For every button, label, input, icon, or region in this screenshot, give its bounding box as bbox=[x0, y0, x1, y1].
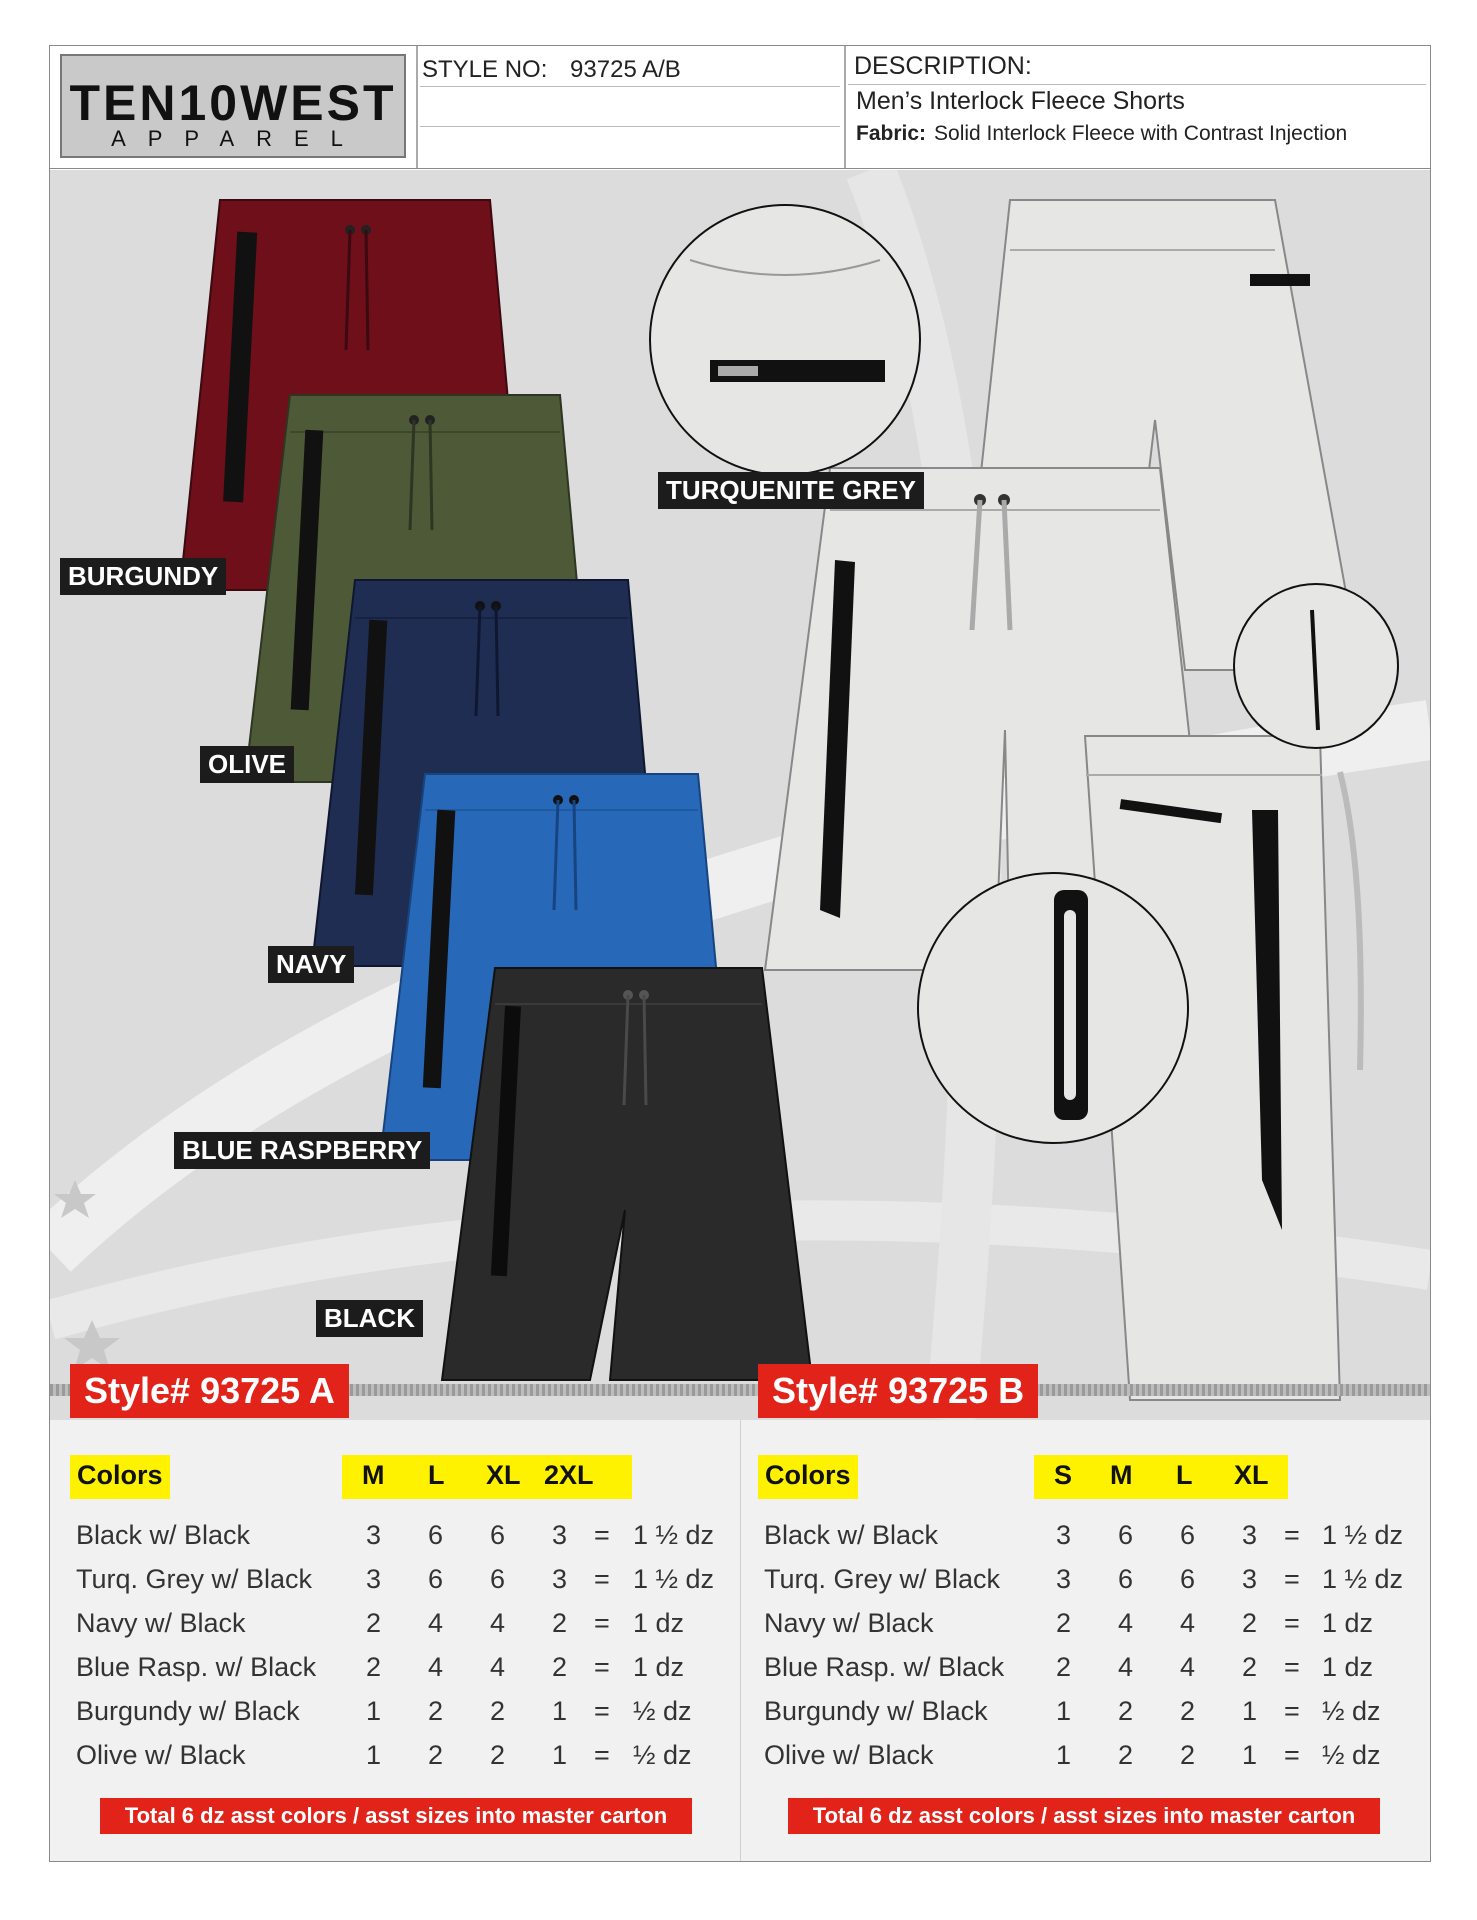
row-qty: 2 bbox=[1242, 1608, 1258, 1638]
row-qty: 3 bbox=[366, 1564, 382, 1594]
row-qty: 3 bbox=[552, 1564, 568, 1594]
header bbox=[50, 46, 1430, 169]
description-label: DESCRIPTION: bbox=[854, 52, 1032, 80]
logo-subtitle: APPAREL bbox=[111, 126, 365, 151]
row-qty: 6 bbox=[428, 1564, 444, 1594]
swatch-label-burgundy: BURGUNDY bbox=[60, 558, 226, 595]
row-qty: 2 bbox=[552, 1608, 568, 1638]
tech-sheet bbox=[49, 45, 1431, 1862]
row-qty: 3 bbox=[1242, 1520, 1258, 1550]
row-color: Black w/ Black bbox=[76, 1520, 251, 1550]
row-total: 1 dz bbox=[1322, 1608, 1374, 1638]
row-total: ½ dz bbox=[1322, 1740, 1381, 1770]
row-qty: 2 bbox=[1118, 1740, 1134, 1770]
row-equals: = bbox=[1284, 1740, 1300, 1770]
row-qty: 4 bbox=[428, 1608, 444, 1638]
row-qty: 2 bbox=[552, 1652, 568, 1682]
row-qty: 6 bbox=[1180, 1520, 1196, 1550]
style-a-total: Total 6 dz asst colors / asst sizes into master carton bbox=[100, 1798, 692, 1834]
row-color: Burgundy w/ Black bbox=[76, 1696, 300, 1726]
row-qty: 1 bbox=[552, 1696, 568, 1726]
detail-zipper bbox=[918, 873, 1188, 1143]
detail-side-pocket bbox=[1234, 584, 1398, 748]
size-header: L bbox=[428, 1460, 445, 1490]
style-a-title: Style# 93725 A bbox=[70, 1364, 349, 1418]
rule-line bbox=[848, 84, 1426, 85]
row-total: 1 ½ dz bbox=[633, 1520, 715, 1550]
row-qty: 4 bbox=[1118, 1608, 1134, 1638]
style-number-value: 93725 A/B bbox=[570, 56, 681, 83]
row-color: Blue Rasp. w/ Black bbox=[764, 1652, 1005, 1682]
row-total: ½ dz bbox=[633, 1740, 692, 1770]
brand-logo bbox=[60, 54, 406, 158]
rule-line bbox=[420, 126, 840, 127]
row-qty: 3 bbox=[1056, 1564, 1072, 1594]
row-total: 1 ½ dz bbox=[1322, 1564, 1404, 1594]
row-qty: 3 bbox=[1242, 1564, 1258, 1594]
section-divider bbox=[740, 1420, 741, 1861]
swatch-label-navy: NAVY bbox=[268, 946, 354, 983]
swatch-label-olive: OLIVE bbox=[200, 746, 294, 783]
row-qty: 2 bbox=[428, 1696, 444, 1726]
row-qty: 4 bbox=[1180, 1652, 1196, 1682]
row-qty: 2 bbox=[366, 1652, 382, 1682]
colors-header: Colors bbox=[765, 1460, 851, 1490]
row-color: Burgundy w/ Black bbox=[764, 1696, 988, 1726]
row-qty: 2 bbox=[1056, 1652, 1072, 1682]
row-total: 1 ½ dz bbox=[1322, 1520, 1404, 1550]
row-qty: 6 bbox=[1118, 1564, 1134, 1594]
row-equals: = bbox=[1284, 1652, 1300, 1682]
row-color: Turq. Grey w/ Black bbox=[764, 1564, 1001, 1594]
row-qty: 1 bbox=[1056, 1740, 1072, 1770]
swatch-label-turquenite-grey: TURQUENITE GREY bbox=[658, 472, 924, 509]
row-qty: 2 bbox=[1180, 1740, 1196, 1770]
description-text: Men’s Interlock Fleece Shorts bbox=[856, 87, 1185, 115]
row-qty: 1 bbox=[552, 1740, 568, 1770]
row-qty: 4 bbox=[428, 1652, 444, 1682]
row-equals: = bbox=[594, 1608, 610, 1638]
row-qty: 1 bbox=[1242, 1740, 1258, 1770]
row-qty: 6 bbox=[490, 1564, 506, 1594]
header-divider bbox=[844, 46, 846, 168]
row-qty: 4 bbox=[490, 1652, 506, 1682]
row-qty: 1 bbox=[366, 1740, 382, 1770]
fabric-label: Fabric: bbox=[856, 122, 927, 145]
row-equals: = bbox=[1284, 1564, 1300, 1594]
row-qty: 6 bbox=[1180, 1564, 1196, 1594]
row-qty: 6 bbox=[428, 1520, 444, 1550]
row-qty: 4 bbox=[1118, 1652, 1134, 1682]
size-header: S bbox=[1054, 1460, 1073, 1490]
row-qty: 2 bbox=[366, 1608, 382, 1638]
swatch-label-blue-raspberry: BLUE RASPBERRY bbox=[174, 1132, 430, 1169]
row-color: Turq. Grey w/ Black bbox=[76, 1564, 313, 1594]
row-color: Olive w/ Black bbox=[76, 1740, 246, 1770]
row-equals: = bbox=[1284, 1696, 1300, 1726]
size-header: M bbox=[362, 1460, 385, 1490]
row-total: 1 dz bbox=[1322, 1652, 1374, 1682]
row-qty: 2 bbox=[490, 1740, 506, 1770]
row-equals: = bbox=[594, 1564, 610, 1594]
header-divider bbox=[416, 46, 418, 168]
row-equals: = bbox=[594, 1696, 610, 1726]
row-qty: 4 bbox=[490, 1608, 506, 1638]
size-header: XL bbox=[486, 1460, 521, 1490]
row-equals: = bbox=[1284, 1520, 1300, 1550]
row-qty: 2 bbox=[1118, 1696, 1134, 1726]
row-total: 1 dz bbox=[633, 1652, 685, 1682]
size-header: XL bbox=[1234, 1460, 1269, 1490]
row-total: ½ dz bbox=[1322, 1696, 1381, 1726]
row-qty: 6 bbox=[490, 1520, 506, 1550]
row-qty: 1 bbox=[366, 1696, 382, 1726]
row-total: ½ dz bbox=[633, 1696, 692, 1726]
style-b-total: Total 6 dz asst colors / asst sizes into master carton bbox=[788, 1798, 1380, 1834]
row-qty: 3 bbox=[366, 1520, 382, 1550]
row-equals: = bbox=[594, 1520, 610, 1550]
style-number-label: STYLE NO: bbox=[422, 56, 548, 83]
row-qty: 1 bbox=[1242, 1696, 1258, 1726]
size-header: M bbox=[1110, 1460, 1133, 1490]
style-b-title: Style# 93725 B bbox=[758, 1364, 1038, 1418]
row-qty: 2 bbox=[1056, 1608, 1072, 1638]
row-qty: 1 bbox=[1056, 1696, 1072, 1726]
row-qty: 4 bbox=[1180, 1608, 1196, 1638]
fabric-value: Solid Interlock Fleece with Contrast Injection bbox=[934, 122, 1348, 145]
row-qty: 6 bbox=[1118, 1520, 1134, 1550]
row-qty: 2 bbox=[490, 1696, 506, 1726]
row-equals: = bbox=[1284, 1608, 1300, 1638]
row-color: Olive w/ Black bbox=[764, 1740, 934, 1770]
row-color: Navy w/ Black bbox=[764, 1608, 934, 1638]
fabric-line bbox=[856, 122, 1347, 146]
row-color: Black w/ Black bbox=[764, 1520, 939, 1550]
row-color: Navy w/ Black bbox=[76, 1608, 246, 1638]
detail-back-pocket bbox=[650, 205, 920, 475]
size-header: L bbox=[1176, 1460, 1193, 1490]
row-total: 1 ½ dz bbox=[633, 1564, 715, 1594]
garment-artwork bbox=[50, 170, 1430, 1420]
size-header: 2XL bbox=[544, 1460, 594, 1490]
shorts-illustrations bbox=[50, 170, 1430, 1420]
logo-wordmark: TEN10WEST bbox=[69, 75, 397, 131]
row-qty: 3 bbox=[552, 1520, 568, 1550]
row-total: 1 dz bbox=[633, 1608, 685, 1638]
row-qty: 3 bbox=[1056, 1520, 1072, 1550]
row-qty: 2 bbox=[428, 1740, 444, 1770]
row-equals: = bbox=[594, 1652, 610, 1682]
style-number bbox=[422, 56, 681, 84]
shorts-black bbox=[442, 968, 812, 1380]
row-equals: = bbox=[594, 1740, 610, 1770]
rule-line bbox=[420, 86, 840, 87]
swatch-label-black: BLACK bbox=[316, 1300, 423, 1337]
colors-header: Colors bbox=[77, 1460, 163, 1490]
row-color: Blue Rasp. w/ Black bbox=[76, 1652, 317, 1682]
row-qty: 2 bbox=[1180, 1696, 1196, 1726]
row-qty: 2 bbox=[1242, 1652, 1258, 1682]
